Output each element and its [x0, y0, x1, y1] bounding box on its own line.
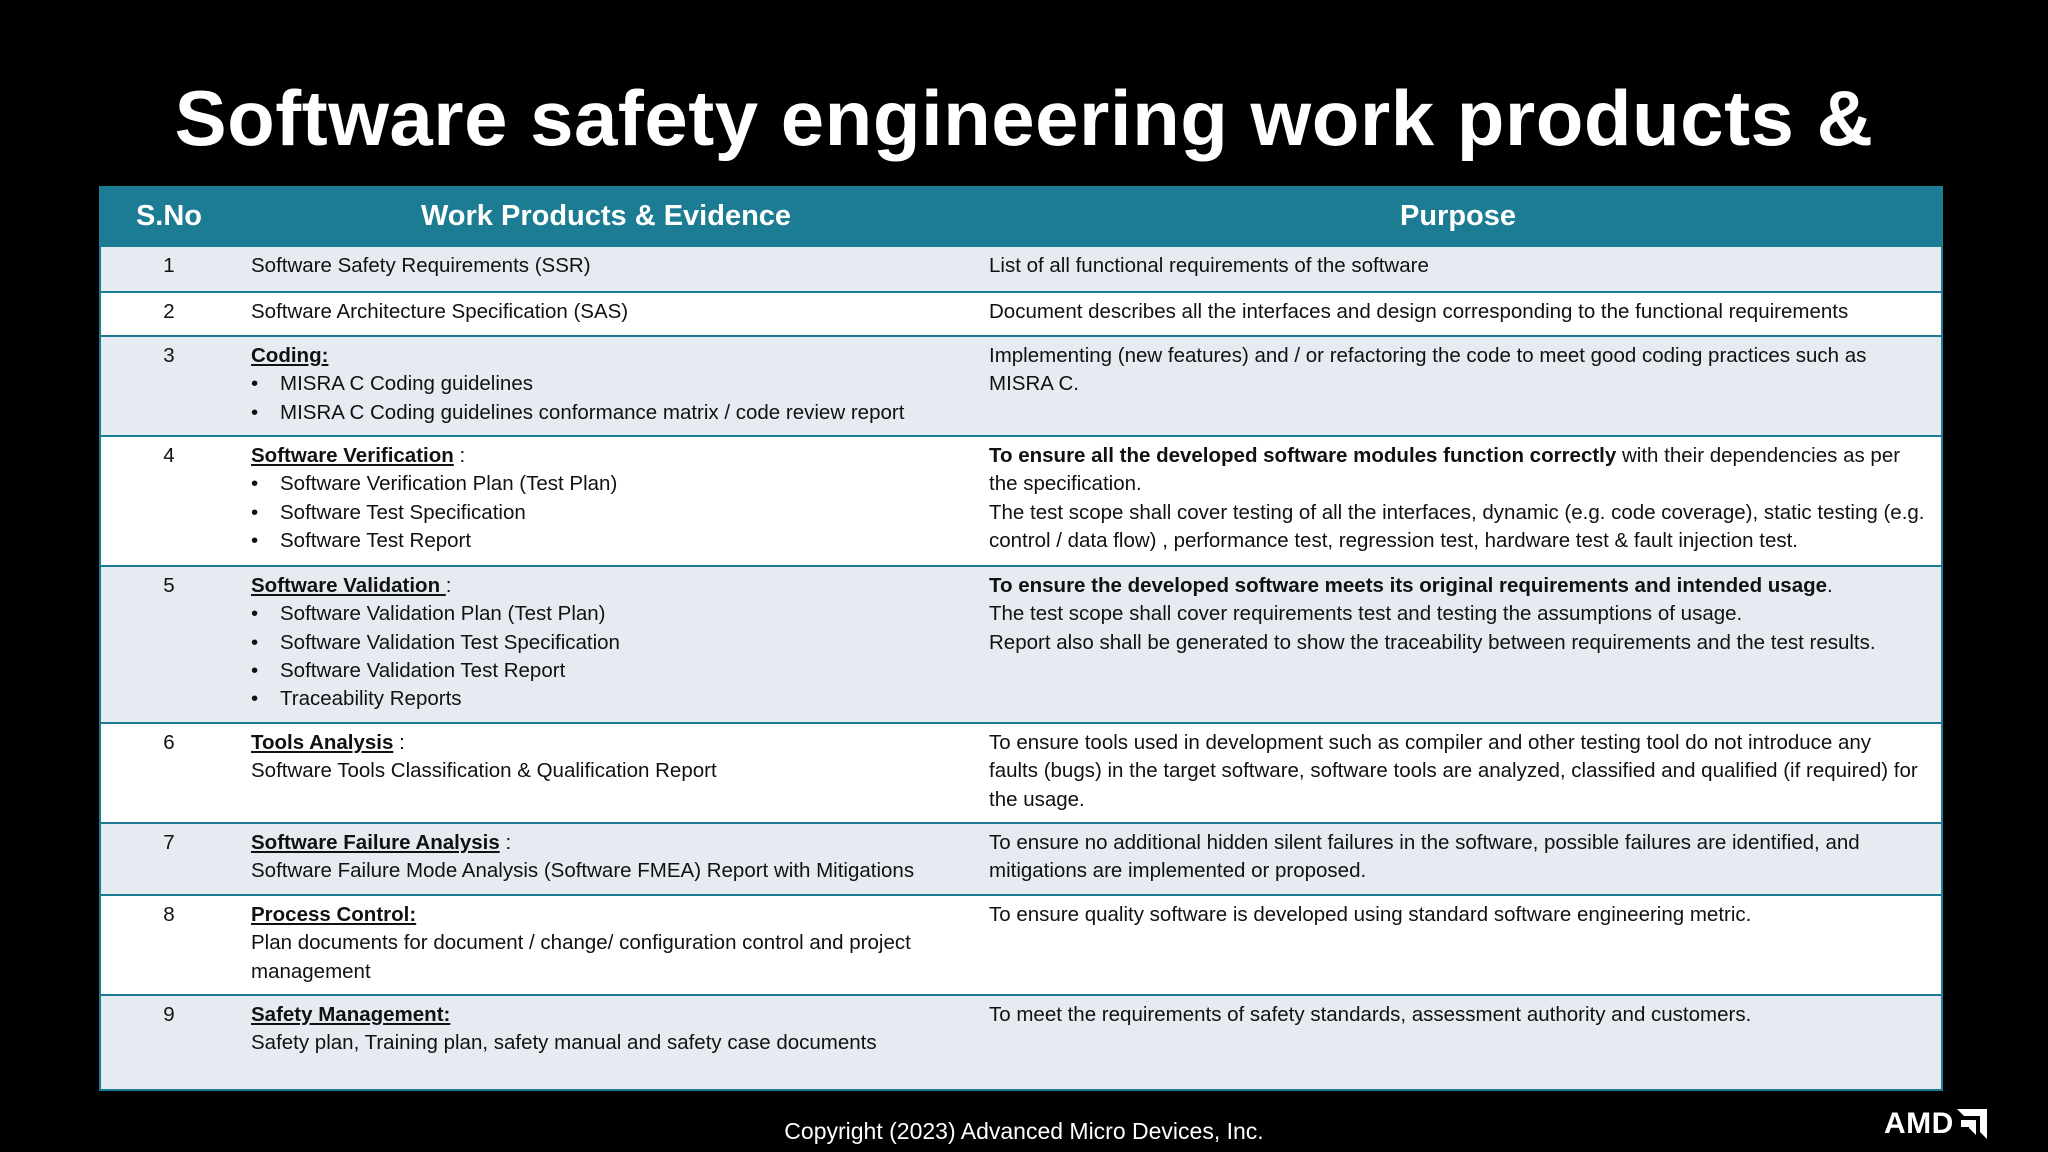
section-title	[251, 901, 959, 929]
purpose-cell	[975, 292, 1941, 336]
row-number: 6	[101, 723, 237, 823]
amd-logo	[1884, 1107, 1987, 1141]
row-number: 8	[101, 895, 237, 995]
section-title	[251, 442, 959, 470]
header-purpose: Purpose	[975, 188, 1941, 246]
table-row	[101, 995, 1941, 1091]
table-row	[101, 292, 1941, 336]
purpose-cell	[975, 995, 1941, 1091]
purpose-cell	[975, 895, 1941, 995]
purpose-emphasis: To ensure the developed software meets its original requirements and intended usage	[989, 574, 1828, 597]
purpose-text: Document describes all the interfaces and design corresponding to the functional requirements	[989, 300, 1849, 323]
purpose-continuation: with their dependencies as per the specification.	[989, 444, 1901, 496]
row-number: 9	[101, 995, 237, 1091]
purpose-detail: The test scope shall cover requirements test and testing the assumptions of usage.	[989, 602, 1743, 626]
section-title-suffix: :	[453, 444, 466, 467]
copyright-footer: Copyright (2023) Advanced Micro Devices, Inc.	[784, 1118, 1264, 1144]
purpose-continuation: .	[1827, 574, 1833, 597]
purpose-cell	[975, 566, 1941, 723]
list-item: • Software Validation Test Specification	[251, 629, 959, 657]
section-title-suffix: :	[499, 831, 512, 854]
purpose-cell	[975, 436, 1941, 566]
row-number: 4	[101, 436, 237, 566]
header-sno: S.No	[101, 188, 237, 246]
list-item: • Software Test Specification	[251, 499, 959, 527]
table-row	[101, 336, 1941, 436]
work-product-cell	[237, 723, 975, 823]
section-title-suffix: :	[445, 574, 452, 597]
purpose-text: To ensure quality software is developed using standard software engineering metric.	[989, 903, 1752, 926]
work-product-cell	[237, 336, 975, 436]
purpose-text: To meet the requirements of safety standards, assessment authority and customers.	[989, 1003, 1752, 1026]
list-item: • Software Test Report	[251, 527, 959, 555]
table-header-row	[101, 188, 1941, 246]
section-title-text: Tools Analysis	[251, 731, 394, 754]
work-product-text: Software Architecture Specification (SAS)	[251, 300, 629, 323]
purpose-detail: The test scope shall cover testing of all the interfaces, dynamic (e.g. code coverage), static testing (e.g. control / data flow) , performance test, regression test, hardware test & fault injection test.	[989, 500, 1925, 552]
work-product-text: Software Failure Mode Analysis (Software FMEA) Report with Mitigations	[251, 859, 915, 883]
section-title	[251, 342, 959, 370]
work-product-cell	[237, 246, 975, 292]
row-number: 5	[101, 566, 237, 723]
table-row	[101, 723, 1941, 823]
work-product-text: Safety plan, Training plan, safety manual and safety case documents	[251, 1031, 877, 1055]
purpose-cell	[975, 246, 1941, 292]
section-title-text: Software Failure Analysis	[251, 831, 500, 854]
purpose-text: To ensure no additional hidden silent failures in the software, possible failures are identified, and mitigations are implemented or proposed.	[989, 831, 1860, 883]
work-product-cell	[237, 895, 975, 995]
list-item: • Software Validation Test Report	[251, 657, 959, 685]
row-number: 3	[101, 336, 237, 436]
section-title	[251, 572, 959, 600]
table-row	[101, 246, 1941, 292]
work-product-text: Software Safety Requirements (SSR)	[251, 254, 591, 277]
section-title-text: Coding:	[251, 344, 329, 367]
purpose-cell	[975, 723, 1941, 823]
row-number: 1	[101, 246, 237, 292]
row-number: 7	[101, 823, 237, 895]
work-product-cell	[237, 292, 975, 336]
work-product-cell	[237, 566, 975, 723]
header-work-products: Work Products & Evidence	[237, 188, 975, 246]
purpose-detail: Report also shall be generated to show the traceability between requirements and the test results.	[989, 630, 1876, 654]
table-row	[101, 436, 1941, 566]
purpose-text: List of all functional requirements of the software	[989, 254, 1429, 277]
list-item: • Software Validation Plan (Test Plan)	[251, 600, 959, 628]
logo-text: AMD	[1884, 1107, 1954, 1140]
section-title-suffix: :	[393, 731, 405, 754]
purpose-text	[989, 572, 1925, 600]
table-row	[101, 566, 1941, 723]
section-title-text: Software Validation	[251, 574, 446, 597]
work-product-cell	[237, 995, 975, 1091]
amd-arrow-icon	[1957, 1109, 1987, 1139]
section-title	[251, 729, 959, 757]
purpose-text: To ensure tools used in development such as compiler and other testing tool do not introduce any faults (bugs) in the target software, software tools are analyzed, classified and qualified (if required) for the usage.	[989, 731, 1918, 811]
purpose-text	[989, 442, 1925, 499]
bullet-list	[251, 370, 959, 427]
work-products-table	[99, 186, 1943, 1091]
work-product-text: Software Tools Classification & Qualification Report	[251, 759, 717, 783]
list-item: • Traceability Reports	[251, 685, 959, 713]
purpose-cell	[975, 823, 1941, 895]
bullet-list	[251, 600, 959, 713]
slide-title: Software safety engineering work products &	[174, 74, 1874, 162]
list-item: • MISRA C Coding guidelines	[251, 370, 959, 398]
section-title-text: Process Control:	[251, 903, 417, 926]
list-item: • MISRA C Coding guidelines conformance matrix / code review report	[251, 399, 959, 427]
table-row	[101, 895, 1941, 995]
work-product-cell	[237, 823, 975, 895]
row-number: 2	[101, 292, 237, 336]
section-title-text: Software Verification	[251, 444, 454, 467]
work-product-text: Plan documents for document / change/ configuration control and project management	[251, 931, 911, 983]
purpose-cell	[975, 336, 1941, 436]
bullet-list	[251, 470, 959, 555]
purpose-text: Implementing (new features) and / or refactoring the code to meet good coding practices such as MISRA C.	[989, 344, 1867, 396]
purpose-emphasis: To ensure all the developed software modules function correctly	[989, 444, 1617, 467]
work-product-cell	[237, 436, 975, 566]
list-item: • Software Verification Plan (Test Plan)	[251, 470, 959, 498]
section-title	[251, 1001, 959, 1029]
section-title-text: Safety Management:	[251, 1003, 451, 1026]
section-title	[251, 829, 959, 857]
table-row	[101, 823, 1941, 895]
